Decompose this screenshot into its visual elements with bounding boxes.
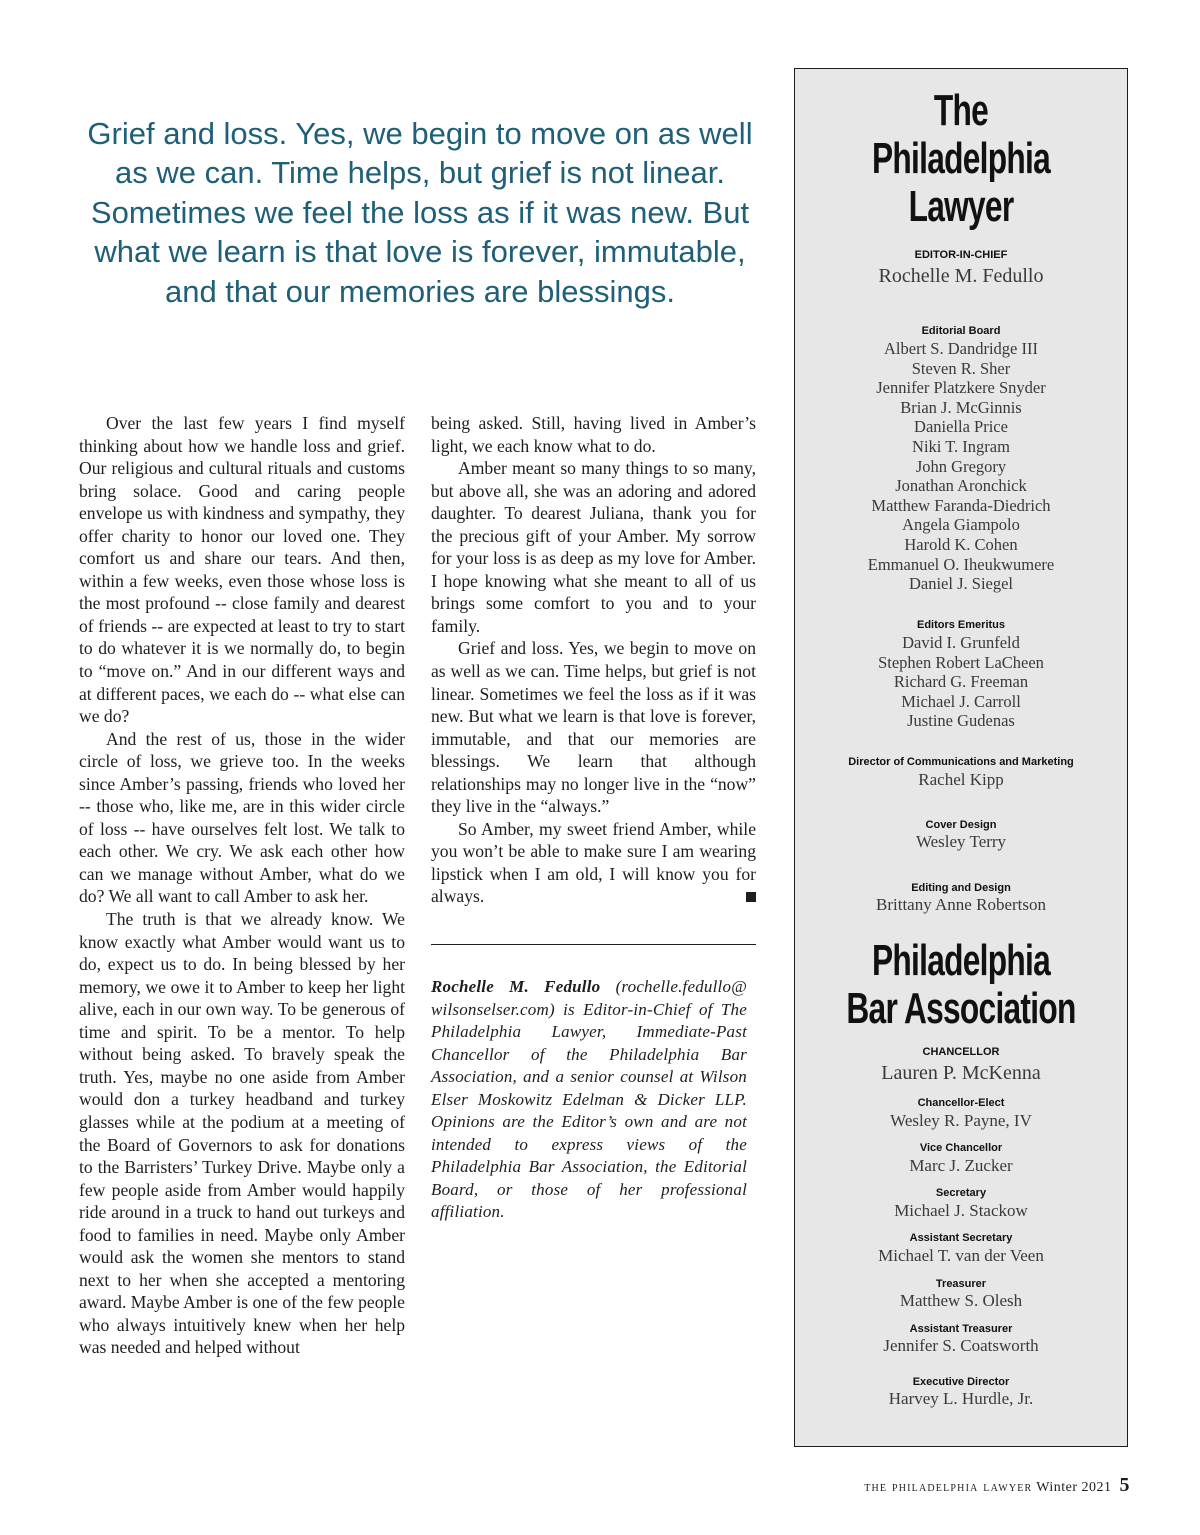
list-item: Richard G. Freeman [893, 672, 1029, 692]
article-paragraph-text: So Amber, my sweet friend Amber, while you won’t be able to make sure I am wearing lipstick when I am old, I will know you for always. [431, 818, 756, 907]
list-item: Stephen Robert LaCheen [878, 652, 1044, 672]
list-item: Jennifer Platzkere Snyder [876, 378, 1046, 398]
footer-publication: the philadelphia lawyer [864, 1480, 1033, 1495]
officer-label: Executive Director [912, 1376, 1010, 1388]
masthead-sidebar [794, 68, 1128, 1447]
masthead-title-line: The [933, 86, 989, 135]
article-paragraph: Over the last few years I find myself thinking about how we handle loss and grief. Our religious and cultural rituals and customs bring solace. Good and caring people envelope us with kindness and sympathy, they offer charity to honor our loved one. They comfort us and share our tears. And then, within a few weeks, even those whose loss is the most profound -- close family and dearest of friends -- are expected at least to try to start to do whatever it is we normally do, to begin to “move on.” And in our different ways and at different paces, we each do -- what else can we do? [79, 413, 405, 727]
officer-label: Assistant Treasurer [909, 1323, 1013, 1335]
author-bio-text: (rochelle.fedullo@ wilsonselser.com) is Editor-in-Chief of The Philadelphia Lawyer, Immediate-Past Chancellor of the Philadelphia Bar Association, and a senior counsel at Wilson Elser Moskowitz Edelman & Dicker LLP. Opinions are the Editor’s own and are not intended to express views of the Philadelphia Bar Association, the Editorial Board, or those of her professional affiliation. [431, 977, 748, 1222]
author-name: Rochelle M. Fedullo [431, 977, 601, 996]
officer-label: Secretary [935, 1187, 987, 1199]
editors-emeritus-list [795, 633, 1127, 731]
article-paragraph: And the rest of us, those in the wider circle of loss, we grieve too. In the weeks since Amber’s passing, friends who loved her -- those who, like me, are in this wider circle of loss -- have ourselves felt lost. We talk to each other. We cry. We ask each other how can we manage without Amber, what do we do? We all want to call Amber to ask her. [79, 728, 405, 907]
divider [431, 944, 756, 945]
article-column-2 [431, 412, 756, 908]
officer-label: Treasurer [935, 1278, 987, 1290]
list-item: Emmanuel O. Iheukwumere [867, 554, 1055, 574]
editors-emeritus-label: Editors Emeritus [916, 619, 1006, 631]
list-item: Steven R. Sher [911, 358, 1011, 378]
eic-name: Rochelle M. Fedullo [878, 265, 1044, 287]
list-item: Daniel J. Siegel [908, 574, 1014, 594]
list-item: Daniella Price [914, 417, 1008, 437]
cover-design-name: Wesley Terry [915, 832, 1007, 851]
chancellor-label: CHANCELLOR [922, 1046, 1000, 1058]
eic-label: EDITOR-IN-CHIEF [914, 249, 1008, 261]
page-footer [864, 1474, 1130, 1497]
officer-name: Marc J. Zucker [909, 1156, 1013, 1175]
pull-quote: Grief and loss. Yes, we begin to move on as well as we can. Time helps, but grief is not linear. Sometimes we feel the loss as if it was new. But what we learn is that love is forever, immutable, and that our memories are blessings. [87, 116, 753, 309]
author-bio [431, 976, 747, 1224]
list-item: Albert S. Dandridge III [884, 339, 1038, 358]
footer-issue: Winter 2021 [1036, 1480, 1112, 1495]
article-paragraph: Grief and loss. Yes, we begin to move on as well as we can. Time helps, but grief is not linear. Sometimes we feel the loss as if it was new. But what we learn is that love is forever, immutable, and that our memories are blessings. We learn that although relationships may no longer live in the “now” they live in the “always.” [431, 638, 756, 817]
dcm-name: Rachel Kipp [918, 770, 1004, 789]
officer-label: Chancellor-Elect [917, 1097, 1005, 1109]
officer-name: Michael J. Stackow [894, 1201, 1028, 1220]
editing-design-name: Brittany Anne Robertson [876, 895, 1046, 914]
officer-label: Assistant Secretary [909, 1232, 1013, 1244]
officer-name: Wesley R. Payne, IV [890, 1111, 1032, 1130]
officer-name: Jennifer S. Coatsworth [883, 1336, 1039, 1355]
editorial-board-list [795, 339, 1127, 594]
officer-label: Vice Chancellor [919, 1142, 1003, 1154]
officer-name: Matthew S. Olesh [899, 1291, 1023, 1310]
officer-name: Michael T. van der Veen [878, 1246, 1044, 1265]
list-item: Justine Gudenas [907, 711, 1015, 731]
list-item: Harold K. Cohen [904, 534, 1018, 554]
article-column-1 [79, 412, 405, 1359]
list-item: John Gregory [915, 456, 1007, 476]
list-item: David I. Grunfeld [902, 633, 1020, 652]
cover-design-label: Cover Design [925, 819, 997, 831]
masthead-title-line: Lawyer [908, 182, 1014, 231]
list-item: Niki T. Ingram [912, 436, 1010, 456]
article-paragraph: The truth is that we already know. We know exactly what Amber would want us to do, expect us to do. In being blessed by her memory, we owe it to Amber to keep her light alive, each in our own way. To be generous of time and spirit. To be a mentor. To help without being asked. To bravely speak the truth. Yes, maybe no one aside from Amber would don a turkey headband and turkey glasses while at the podium at a meeting of the Board of Governors to ask for donations to the Barristers’ Turkey Drive. Maybe only a few people aside from Amber would happily ride around in a truck to hand out turkeys and food to families in need. Maybe only Amber would ask the women she mentors to stand next to her when she accepted a mentoring award. Maybe Amber is one of the few people who always intuitively knew when her help was needed and helped without [79, 909, 405, 1358]
editing-design-label: Editing and Design [911, 882, 1011, 894]
list-item: Matthew Faranda-Diedrich [871, 495, 1051, 515]
page-number: 5 [1119, 1474, 1130, 1496]
masthead-title-line: Philadelphia [872, 134, 1050, 183]
article-paragraph-final [431, 818, 756, 908]
list-item: Jonathan Aronchick [895, 476, 1027, 496]
list-item: Angela Giampolo [902, 515, 1020, 535]
list-item: Michael J. Carroll [901, 691, 1021, 711]
dcm-label: Director of Communications and Marketing [848, 756, 1074, 768]
list-item: Brian J. McGinnis [900, 397, 1022, 417]
article-paragraph: Amber meant so many things to so many, but above all, she was an adoring and adored daughter. To dearest Juliana, thank you for the precious gift of your Amber. My sorrow for your loss is as deep as my love for Amber. I hope knowing what she meant to all of us brings some comfort to you and to your family. [431, 458, 756, 636]
association-title-line: Philadelphia [872, 936, 1050, 985]
association-title-line: Bar Association [846, 984, 1076, 1033]
chancellor-name: Lauren P. McKenna [881, 1062, 1041, 1084]
article-paragraph: being asked. Still, having lived in Amber’s light, we each know what to do. [431, 413, 756, 456]
end-mark-icon [746, 892, 756, 902]
editorial-board-label: Editorial Board [921, 325, 1001, 337]
officer-name: Harvey L. Hurdle, Jr. [888, 1389, 1034, 1408]
